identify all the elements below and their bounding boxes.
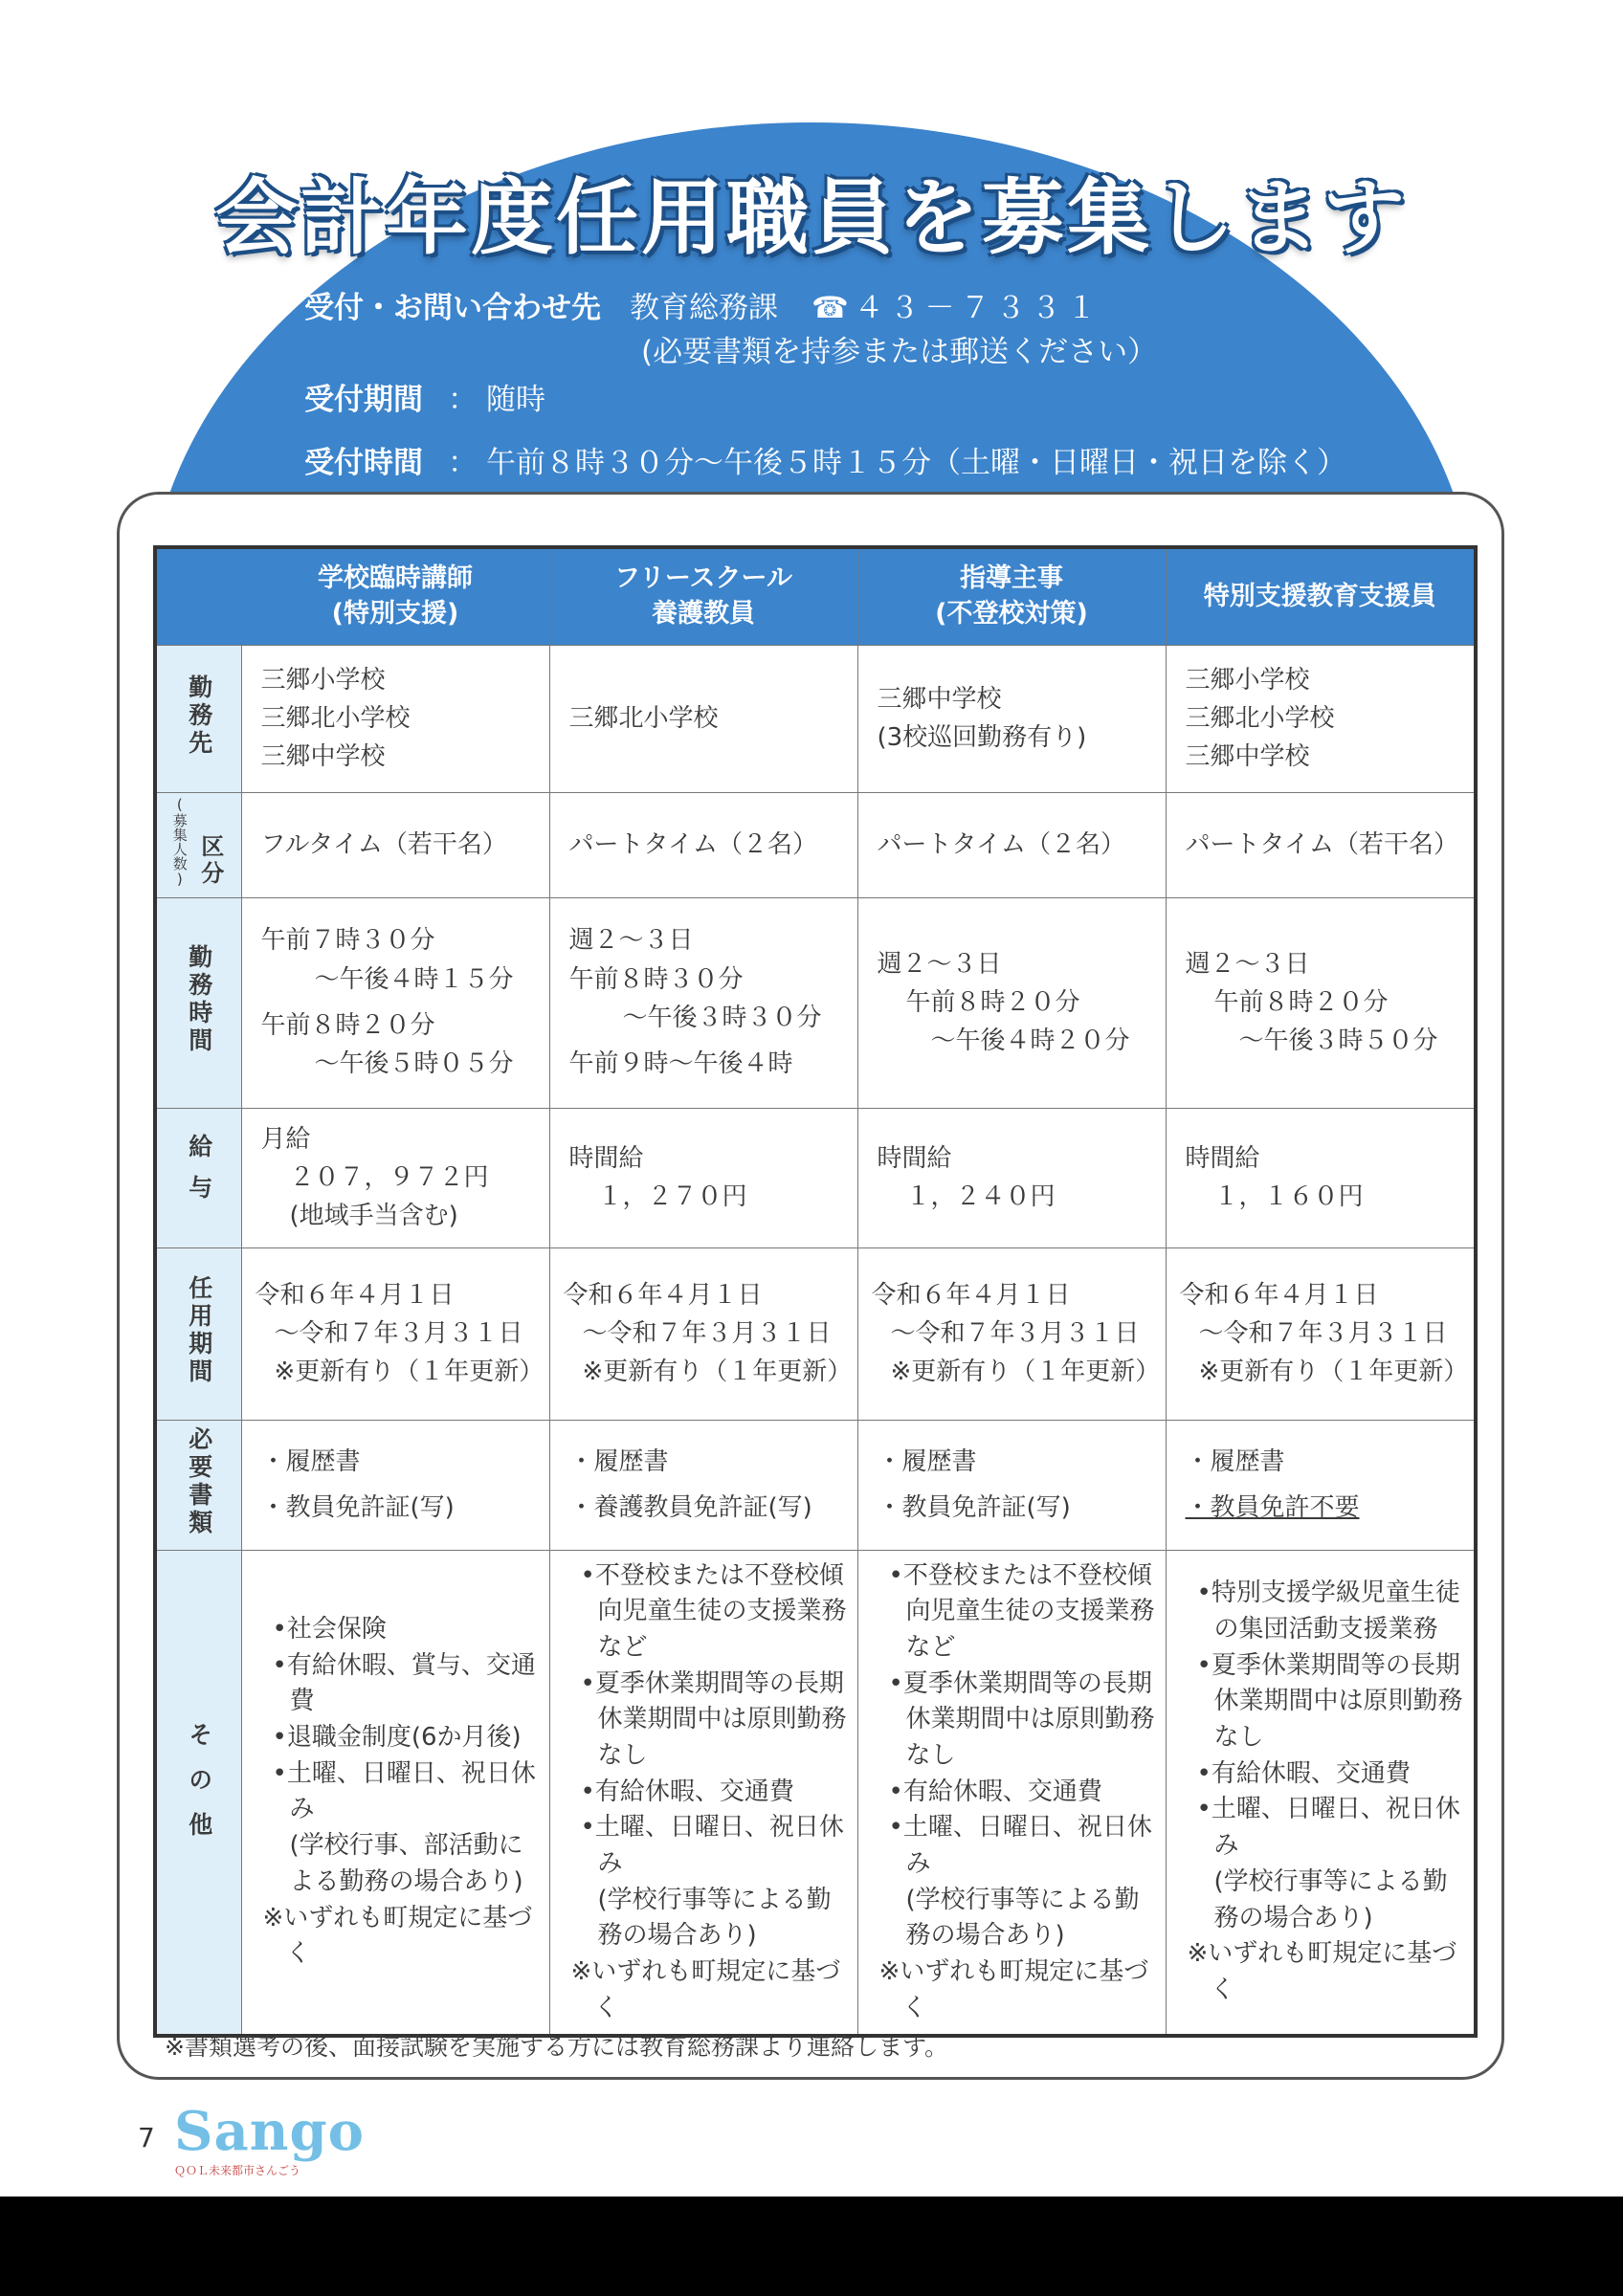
row-header-text: 必要書類 [185, 1426, 213, 1537]
table-row-hours [155, 897, 1476, 1108]
cell-hours [241, 897, 549, 1108]
recruitment-table [153, 545, 1478, 2038]
row-header-docs [155, 1420, 241, 1550]
note-text: ※いずれも町規定に基づく [262, 1903, 533, 1969]
page-title: 会計年度任用職員を募集します [215, 170, 1408, 266]
contact-label: 受付・お問い合わせ先 [304, 291, 601, 325]
cell-line: ～午後４時２０分 [930, 1027, 1130, 1056]
sango-logo [174, 2100, 365, 2178]
cell-line: 時間給 [877, 1143, 952, 1173]
period-value: 随時 [486, 383, 545, 417]
logo-text: Sango [174, 2100, 365, 2163]
page-number: 7 [138, 2122, 155, 2153]
cell-line: ・教員免許証(写) [877, 1493, 1071, 1522]
note-text: ※いずれも町規定に基づく [570, 1957, 841, 2022]
bullet-subtext: (学校行事等による勤務の場合あり) [597, 1885, 832, 1951]
period-colon: ： [448, 383, 478, 417]
cell-line: 午前８時２０分 [905, 987, 1080, 1017]
bottom-bar [0, 2197, 1623, 2296]
table-row-salary [155, 1108, 1476, 1247]
cell-line: ・教員免許不要 [1185, 1493, 1360, 1522]
cell-term [857, 1247, 1166, 1420]
column-header-lecturer [241, 547, 549, 645]
cell-hours [549, 897, 857, 1108]
cell-line: 午前９時～午後４時 [568, 1049, 793, 1079]
row-header-salary [155, 1108, 241, 1247]
cell-line: ・履歴書 [877, 1446, 977, 1476]
note-text: ※いずれも町規定に基づく [1187, 1939, 1457, 2004]
column-subtitle: 養護教員 [652, 598, 755, 629]
cell-hours [857, 897, 1166, 1108]
cell-category: パートタイム（２名） [857, 792, 1166, 897]
cell-line: １，１６０円 [1213, 1182, 1364, 1211]
hours-label: 受付時間 [304, 446, 423, 480]
cell-hours [1166, 897, 1476, 1108]
reception-hours [304, 438, 1346, 481]
cell-line: ・教員免許証(写) [260, 1493, 455, 1522]
contact-phone: ☎４３－７３３１ [812, 291, 1102, 325]
cell-line: ～令和７年３月３１日 [582, 1318, 832, 1348]
cell-line: ２０７，９７２円 [289, 1162, 489, 1192]
cell-workplace [1166, 645, 1476, 792]
row-header-hours [155, 897, 241, 1108]
bullet-item: •有給休暇、交通費 [1196, 1758, 1411, 1788]
cell-docs [1166, 1420, 1476, 1550]
cell-term [549, 1247, 857, 1420]
column-header-supervisor [857, 547, 1166, 645]
column-title: フリースクール [613, 563, 793, 594]
cell-salary [857, 1108, 1166, 1247]
cell-line: 週２～３日 [568, 926, 694, 956]
cell-category: パートタイム（２名） [549, 792, 857, 897]
reception-period [304, 375, 545, 418]
contact-info [304, 283, 1102, 326]
bullet-item: •夏季休業期間等の長期休業期間中は原則勤務なし [580, 1668, 847, 1770]
cell-line: ～午後３時３０分 [622, 1004, 822, 1032]
cell-category: パートタイム（若干名） [1166, 792, 1476, 897]
cell-line: ～午後５時０５分 [314, 1049, 514, 1079]
cell-line: 月給 [260, 1124, 311, 1154]
cell-line: ・履歴書 [1185, 1446, 1285, 1476]
contact-note: (必要書類を持参または郵送ください） [641, 335, 1158, 369]
cell-line: 午前８時２０分 [1213, 987, 1389, 1017]
row-header-text: 任用期間 [185, 1275, 213, 1386]
bullet-item: •土曜、日曜日、祝日休み [580, 1813, 844, 1878]
bullet-item: •土曜、日曜日、祝日休み [888, 1813, 1152, 1878]
table-row-category [155, 792, 1476, 897]
bullet-item: •有給休暇、交通費 [580, 1777, 794, 1806]
bullet-item: •特別支援学級児童生徒の集団活動支援業務 [1196, 1578, 1460, 1645]
cell-line: 週２～３日 [1185, 949, 1310, 979]
contact-dept: 教育総務課 [630, 291, 778, 325]
cell-workplace [241, 645, 549, 792]
bullet-item: •社会保険 [272, 1615, 387, 1645]
bullet-item: •夏季休業期間等の長期休業期間中は原則勤務なし [888, 1668, 1155, 1770]
cell-line: ・履歴書 [568, 1446, 669, 1476]
cell-line: ～午後３時５０分 [1238, 1027, 1438, 1056]
period-label: 受付期間 [304, 383, 423, 417]
row-header-text: 勤務先 [185, 673, 213, 758]
cell-line: ～令和７年３月３１日 [274, 1318, 523, 1348]
bullet-item: •土曜、日曜日、祝日休み [1196, 1795, 1460, 1861]
row-header-text: 勤務時間 [185, 944, 213, 1055]
cell-salary [549, 1108, 857, 1247]
cell-line: ・履歴書 [260, 1446, 361, 1476]
table-row-other [155, 1550, 1476, 2036]
row-header-text: その他 [185, 1721, 213, 1857]
cell-category: フルタイム（若干名） [241, 792, 549, 897]
cell-other [857, 1550, 1166, 2036]
row-header-subtext: (募集人数) [170, 796, 189, 888]
bullet-item: •退職金制度(6か月後) [272, 1723, 522, 1753]
cell-salary [1166, 1108, 1476, 1247]
cell-line: 令和６年４月１日 [255, 1280, 455, 1310]
cell-line: ・養護教員免許証(写) [568, 1493, 812, 1522]
logo-tagline: ＱＯＬ未来都市さんごう [174, 2164, 301, 2177]
cell-line: ～午後４時１５分 [314, 964, 514, 994]
table-row-docs [155, 1420, 1476, 1550]
bullet-item: •有給休暇、交通費 [888, 1777, 1102, 1806]
cell-line: 三郷中学校 [1185, 742, 1310, 772]
cell-workplace [857, 645, 1166, 792]
table-row-workplace [155, 645, 1476, 792]
cell-line: 午前７時３０分 [260, 926, 435, 956]
cell-line: 三郷北小学校 [260, 703, 411, 733]
cell-term [241, 1247, 549, 1420]
row-header-other [155, 1550, 241, 2036]
bullet-item: •夏季休業期間等の長期休業期間中は原則勤務なし [1196, 1650, 1463, 1753]
cell-line: 三郷北小学校 [568, 703, 719, 733]
cell-other [1166, 1550, 1476, 2036]
cell-line: 三郷北小学校 [1185, 703, 1335, 733]
header-corner [155, 547, 241, 645]
bullet-subtext: (学校行事、部活動による勤務の場合あり) [289, 1831, 523, 1896]
cell-line: 三郷小学校 [260, 665, 386, 695]
note-text: ※いずれも町規定に基づく [878, 1957, 1149, 2022]
cell-workplace [549, 645, 857, 792]
footnote: ※書類選考の後、面接試験を実施する方には教育総務課より連絡します。 [165, 2033, 948, 2061]
cell-line: 三郷中学校 [260, 742, 386, 772]
bullet-item: •不登校または不登校傾向児童生徒の支援業務など [580, 1560, 847, 1662]
cell-line: 午前８時２０分 [260, 1011, 435, 1040]
bullet-item: •土曜、日曜日、祝日休み [272, 1758, 536, 1824]
cell-docs [857, 1420, 1166, 1550]
column-subtitle: (特別支援) [331, 598, 459, 629]
bullet-subtext: (学校行事等による勤務の場合あり) [905, 1885, 1140, 1951]
bullet-subtext: (学校行事等による勤務の場合あり) [1213, 1866, 1448, 1932]
cell-line: ※更新有り（１年更新） [582, 1358, 853, 1387]
column-header-support-staff [1166, 547, 1476, 645]
cell-line: 令和６年４月１日 [871, 1280, 1071, 1310]
row-header-term [155, 1247, 241, 1420]
cell-line: 三郷小学校 [1185, 665, 1310, 695]
row-header-category [155, 792, 241, 897]
row-header-text: 区分 [196, 834, 224, 888]
cell-line: (地域手当含む) [289, 1202, 458, 1231]
column-title: 学校臨時講師 [318, 563, 473, 594]
column-title: 指導主事 [960, 563, 1063, 594]
cell-line: 時間給 [568, 1143, 644, 1173]
bullet-item: •有給休暇、賞与、交通費 [272, 1650, 536, 1716]
cell-line: ～令和７年３月３１日 [890, 1318, 1140, 1348]
cell-line: 令和６年４月１日 [1179, 1280, 1379, 1310]
cell-line: 時間給 [1185, 1143, 1260, 1173]
cell-line: ～令和７年３月３１日 [1198, 1318, 1448, 1348]
column-header-free-school [549, 547, 857, 645]
table-row-term [155, 1247, 1476, 1420]
cell-line: １，２７０円 [597, 1182, 747, 1211]
hours-value: 午前８時３０分～午後５時１５分（土曜・日曜日・祝日を除く） [486, 446, 1346, 480]
cell-docs [549, 1420, 857, 1550]
cell-other [549, 1550, 857, 2036]
cell-line: 午前８時３０分 [568, 964, 744, 994]
cell-other [241, 1550, 549, 2036]
cell-docs [241, 1420, 549, 1550]
cell-line: 週２～３日 [877, 949, 1002, 979]
cell-line: (3校巡回勤務有り) [877, 723, 1087, 752]
cell-line: １，２４０円 [905, 1182, 1056, 1211]
bullet-item: •不登校または不登校傾向児童生徒の支援業務など [888, 1560, 1155, 1662]
cell-line: 三郷中学校 [877, 684, 1002, 714]
cell-term [1166, 1247, 1476, 1420]
cell-line: ※更新有り（１年更新） [1198, 1358, 1469, 1387]
cell-line: ※更新有り（１年更新） [890, 1358, 1161, 1387]
column-subtitle: (不登校対策) [935, 598, 1088, 629]
cell-line: 令和６年４月１日 [563, 1280, 763, 1310]
row-header-text: 給与 [185, 1134, 213, 1216]
cell-line: ※更新有り（１年更新） [274, 1358, 545, 1387]
table-header-row [155, 547, 1476, 645]
cell-salary [241, 1108, 549, 1247]
column-title: 特別支援教育支援員 [1203, 581, 1436, 611]
hours-colon: ： [448, 446, 478, 480]
row-header-workplace [155, 645, 241, 792]
